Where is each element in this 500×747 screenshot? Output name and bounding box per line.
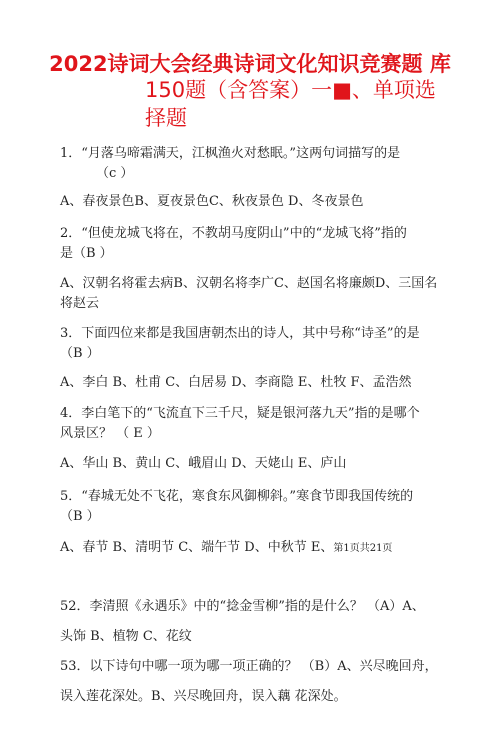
question-4-options: A、华山 B、黄山 C、峨眉山 D、天姥山 E、庐山 xyxy=(60,456,347,471)
doc-title-line-1: 2022诗词大会经典诗词文化知识竞赛题 库 xyxy=(49,52,451,76)
question-53-text: 53．以下诗句中哪一项为哪一项正确的？ （B）A、兴尽晚回舟， xyxy=(60,659,438,674)
question-2-options-line-2: 将赵云 xyxy=(60,296,100,311)
question-5-options-main: A、春节 B、清明节 C、端午节 D、中秋节 E、 xyxy=(60,540,334,555)
doc-title-line-3: 择题 xyxy=(145,106,187,130)
question-52-continuation: 头饰 B、植物 C、花纹 xyxy=(60,629,192,644)
question-5-options xyxy=(60,538,455,559)
question-2-answer: 是（B ） xyxy=(60,246,113,261)
question-1-answer: （c ） xyxy=(96,166,134,181)
doc-title-line-2: 150题（含答案）一■、单项选 xyxy=(145,78,436,102)
question-4-text: 4．李白笔下的“飞流直下三千尺，疑是银河落九天”指的是哪个 xyxy=(60,406,420,421)
question-2-text: 2．“但使龙城飞将在，不教胡马度阴山”中的“龙城飞将”指的 xyxy=(60,226,407,241)
question-52-text: 52．李清照《永遇乐》中的“捻金雪柳”指的是什么？ （A）A、 xyxy=(60,599,425,614)
question-5-text: 5．“春城无处不飞花，寒食东风御柳斜。”寒食节即我国传统的 xyxy=(60,489,414,504)
question-3-answer: （B ） xyxy=(60,346,100,361)
question-53-continuation: 误入莲花深处。B、兴尽晚回舟，误入藕 花深处。 xyxy=(60,689,347,704)
question-1-options: A、春夜景色B、夏夜景色C、秋夜景色 D、冬夜景色 xyxy=(60,194,364,209)
question-5-answer: （B ） xyxy=(60,509,100,524)
question-3-text: 3．下面四位来都是我国唐朝杰出的诗人，其中号称“诗圣”的是 xyxy=(60,326,420,341)
page-number-note: 第1页共21页 xyxy=(333,543,393,554)
question-4-answer: 风景区？ （ E ） xyxy=(60,426,160,441)
question-3-options: A、李白 B、杜甫 C、白居易 D、李商隐 E、杜牧 F、孟浩然 xyxy=(60,375,412,390)
question-2-options-line-1: A、汉朝名将霍去病B、汉朝名将李广C、赵国名将廉颇D、三国名 xyxy=(60,276,438,291)
question-1-text: 1．“月落乌啼霜满天，江枫渔火对愁眠。”这两句词描写的是 xyxy=(60,146,401,161)
